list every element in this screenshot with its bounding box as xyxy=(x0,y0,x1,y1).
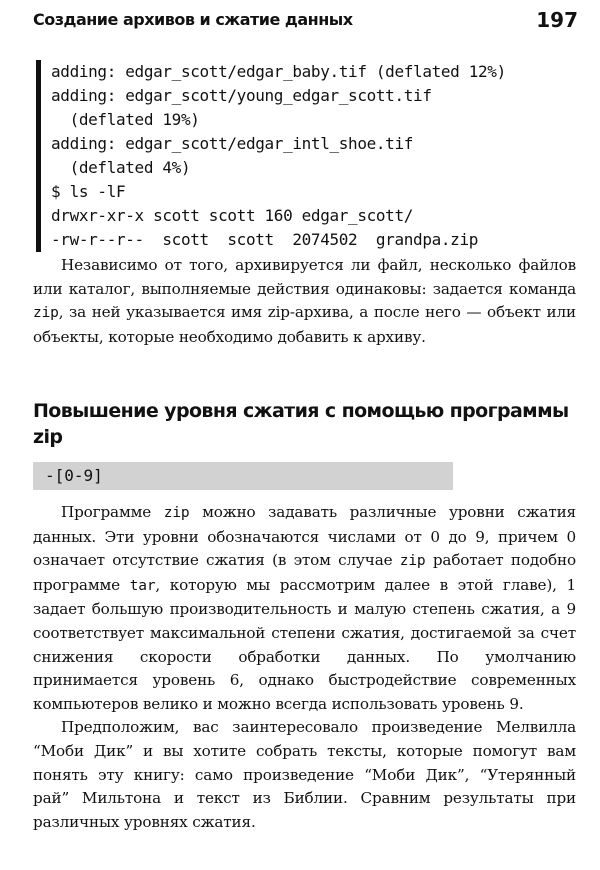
text-run: Независимо от того, архивируется ли файл, несколько файлов или каталог, выполняемые действия одинаковы: задается команда xyxy=(33,256,576,298)
body-text xyxy=(33,501,576,834)
paragraph-moby-dick-example: Предположим, вас заинтересовало произведение Мелвилла “Моби Дик” и вы хотите собрать тексты, которые помогут вам понять эту книгу: само произведение “Моби Дик”, “Утерянный рай” Мильтона и текст из Библии. Сравним результаты при различных уровнях сжатия. xyxy=(33,718,576,831)
section-heading: Повышение уровня сжатия с помощью программы zip xyxy=(33,400,569,448)
option-syntax: -[0-9] xyxy=(45,466,103,485)
text-run: можно задавать различные уровни сжатия данных. Эти уровни обозначаются числами от 0 до 9, причем 0 означает отсутствие сжатия (в этом случае xyxy=(33,503,576,570)
inline-code: tar xyxy=(129,577,156,594)
option-syntax-bar xyxy=(33,462,453,490)
page-number: 197 xyxy=(536,8,578,32)
text-run: , которую мы рассмотрим далее в этой главе), 1 задает большую производительность и малую степень сжатия, а 9 соответствует максимальной степени сжатия, достигаемой за счет снижения скорости обработки данных. По умолчанию принимается уровень 6, однако быстродействие современных компьютеров велико и можно всегда использовать уровень 9. xyxy=(33,575,576,713)
code-listing xyxy=(36,60,581,252)
inline-code: zip xyxy=(33,305,59,322)
paragraph-compression-levels xyxy=(33,501,576,716)
code-line: drwxr-xr-x scott scott 160 edgar_scott/ xyxy=(51,206,414,225)
code-line: (deflated 4%) xyxy=(51,158,191,177)
text-run: работает подобно программе xyxy=(33,551,576,594)
code-line: adding: edgar_scott/edgar_intl_shoe.tif xyxy=(51,134,414,153)
code-line: adding: edgar_scott/edgar_baby.tif (deflated 12%) xyxy=(51,62,506,81)
code-line: adding: edgar_scott/young_edgar_scott.tif xyxy=(51,86,432,105)
code-line: $ ls -lF xyxy=(51,182,126,201)
paragraph-archive-usage xyxy=(33,254,576,349)
code-line: (deflated 19%) xyxy=(51,110,200,129)
inline-code: zip xyxy=(399,553,426,570)
running-title: Создание архивов и сжатие данных xyxy=(33,10,353,29)
text-run: Программе xyxy=(61,503,164,521)
inline-code: zip xyxy=(163,505,190,521)
text-run: , за ней указывается имя zip-архива, а после него — объект или объекты, которые необходимо добавить к архиву. xyxy=(33,303,576,346)
page-header xyxy=(33,8,578,38)
code-line: -rw-r--r-- scott scott 2074502 grandpa.zip xyxy=(51,230,479,249)
